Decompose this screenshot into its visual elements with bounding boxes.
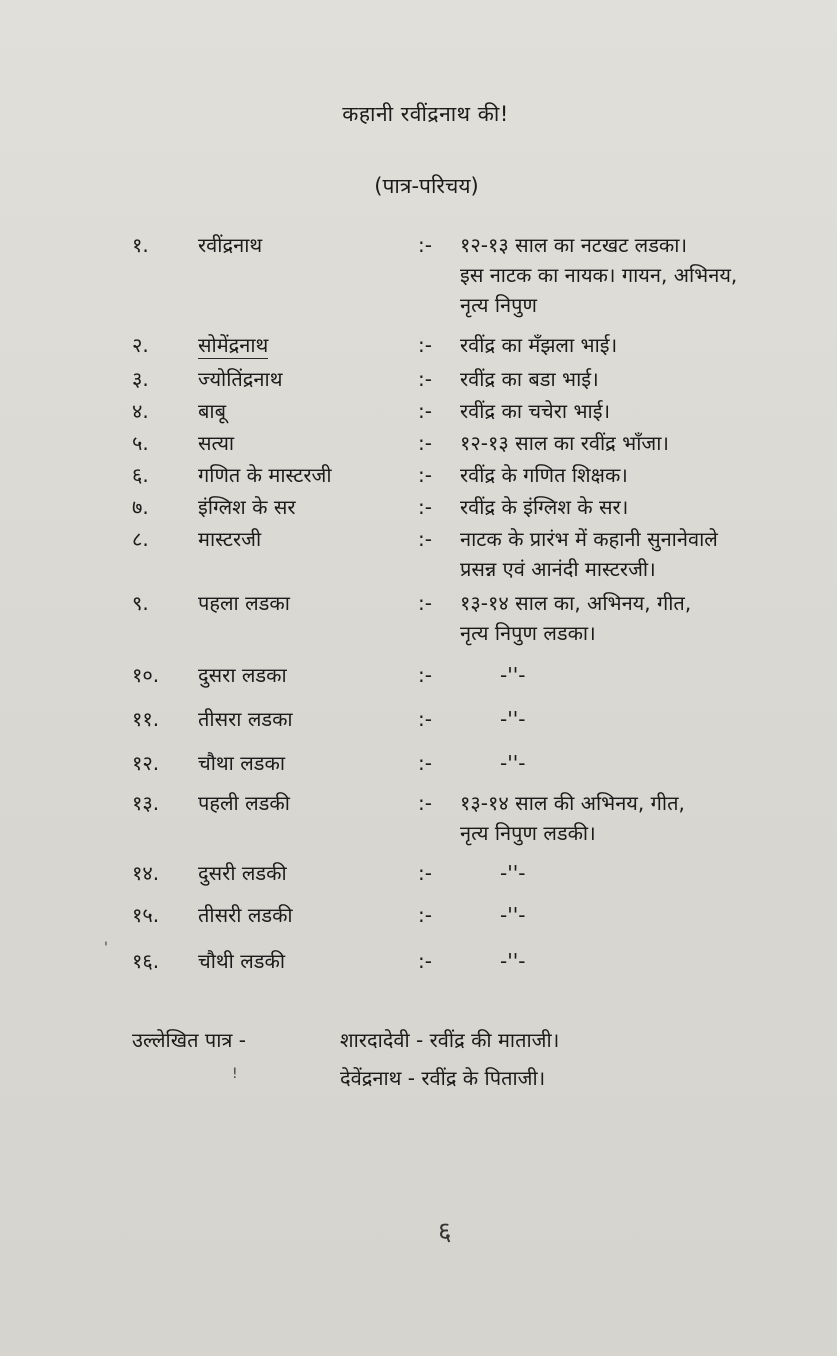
character-name: सोमेंद्रनाथ [198, 333, 269, 357]
description-line: रवींद्र के इंग्लिश के सर। [460, 495, 629, 519]
description-line: १२-१३ साल का रवींद्र भाँजा। [460, 431, 669, 455]
character-name: बाबू [198, 399, 227, 423]
character-description [460, 462, 800, 492]
separator: :- [418, 333, 432, 357]
character-name: चौथी लडकी [198, 949, 285, 973]
mentioned-label: उल्लेखित पात्र - [132, 1028, 246, 1052]
character-description [500, 750, 837, 780]
character-name: दुसरा लडका [198, 663, 287, 687]
description-line: प्रसन्न एवं आनंदी मास्टरजी। [460, 557, 656, 581]
separator: :- [418, 663, 432, 687]
character-number: ६. [132, 463, 149, 487]
character-name: पहला लडका [198, 591, 290, 615]
description-line: -''- [500, 707, 526, 731]
character-number: ५. [132, 431, 149, 455]
character-name: तीसरा लडका [198, 707, 293, 731]
character-description [460, 494, 800, 524]
character-description [460, 526, 800, 586]
separator: :- [418, 431, 432, 455]
character-number: १६. [132, 949, 160, 973]
description-line: रवींद्र का बडा भाई। [460, 367, 599, 391]
character-number: १२. [132, 751, 160, 775]
character-name: रवींद्रनाथ [198, 233, 263, 257]
character-name: मास्टरजी [198, 527, 262, 551]
character-number: ७. [132, 495, 149, 519]
character-description [460, 366, 800, 396]
character-description [500, 902, 837, 932]
description-line: नृत्य निपुण लडकी। [460, 821, 596, 845]
character-number: ११. [132, 707, 160, 731]
separator: :- [418, 903, 432, 927]
character-name: गणित के मास्टरजी [198, 463, 332, 487]
character-number: १५. [132, 903, 160, 927]
description-line: नृत्य निपुण [460, 293, 537, 317]
character-number: १. [132, 233, 149, 257]
character-name: सत्या [198, 431, 235, 455]
separator: :- [418, 527, 432, 551]
page-title: कहानी रवींद्रनाथ की! [342, 102, 509, 126]
character-number: ३. [132, 367, 149, 391]
stray-mark: ' [104, 940, 108, 956]
character-name: तीसरी लडकी [198, 903, 293, 927]
character-name: इंग्लिश के सर [198, 495, 296, 519]
character-description [460, 398, 800, 428]
character-description [500, 948, 837, 978]
description-line: -''- [500, 903, 526, 927]
separator: :- [418, 791, 432, 815]
character-name: चौथा लडका [198, 751, 285, 775]
description-line: नृत्य निपुण लडका। [460, 621, 596, 645]
separator: :- [418, 861, 432, 885]
separator: :- [418, 233, 432, 257]
character-description [500, 706, 837, 736]
description-line: रवींद्र के गणित शिक्षक। [460, 463, 628, 487]
stray-mark: ! [232, 1066, 238, 1082]
separator: :- [418, 751, 432, 775]
character-number: ४. [132, 399, 149, 423]
description-line: १२-१३ साल का नटखट लडका। [460, 233, 688, 257]
character-description [500, 662, 837, 692]
mentioned-entry: देवेंद्रनाथ - रवींद्र के पिताजी। [340, 1066, 546, 1090]
character-name: ज्योतिंद्रनाथ [198, 367, 283, 391]
description-line: १३-१४ साल की अभिनय, गीत, [460, 791, 685, 815]
character-number: २. [132, 333, 149, 357]
character-description [460, 232, 800, 322]
separator: :- [418, 949, 432, 973]
character-number: १०. [132, 663, 160, 687]
page-subtitle: (पात्र-परिचय) [374, 174, 479, 198]
separator: :- [418, 463, 432, 487]
mentioned-entry: शारदादेवी - रवींद्र की माताजी। [340, 1028, 560, 1052]
character-description [460, 430, 800, 460]
description-line: रवींद्र का मँझला भाई। [460, 333, 618, 357]
character-description [460, 590, 800, 650]
separator: :- [418, 367, 432, 391]
character-description [460, 332, 800, 362]
description-line: रवींद्र का चचेरा भाई। [460, 399, 611, 423]
description-line: -''- [500, 751, 526, 775]
description-line: इस नाटक का नायक। गायन, अभिनय, [460, 263, 738, 287]
character-name: पहली लडकी [198, 791, 290, 815]
character-number: ८. [132, 527, 149, 551]
separator: :- [418, 707, 432, 731]
separator: :- [418, 399, 432, 423]
description-line: -''- [500, 949, 526, 973]
character-number: ९. [132, 591, 149, 615]
description-line: -''- [500, 861, 526, 885]
character-name: दुसरी लडकी [198, 861, 287, 885]
page-number: ६ [438, 1217, 452, 1247]
description-line: -''- [500, 663, 526, 687]
character-number: १४. [132, 861, 160, 885]
separator: :- [418, 591, 432, 615]
separator: :- [418, 495, 432, 519]
character-description [500, 860, 837, 890]
character-number: १३. [132, 791, 160, 815]
character-description [460, 790, 800, 850]
description-line: नाटक के प्रारंभ में कहानी सुनानेवाले [460, 527, 718, 551]
description-line: १३-१४ साल का, अभिनय, गीत, [460, 591, 692, 615]
